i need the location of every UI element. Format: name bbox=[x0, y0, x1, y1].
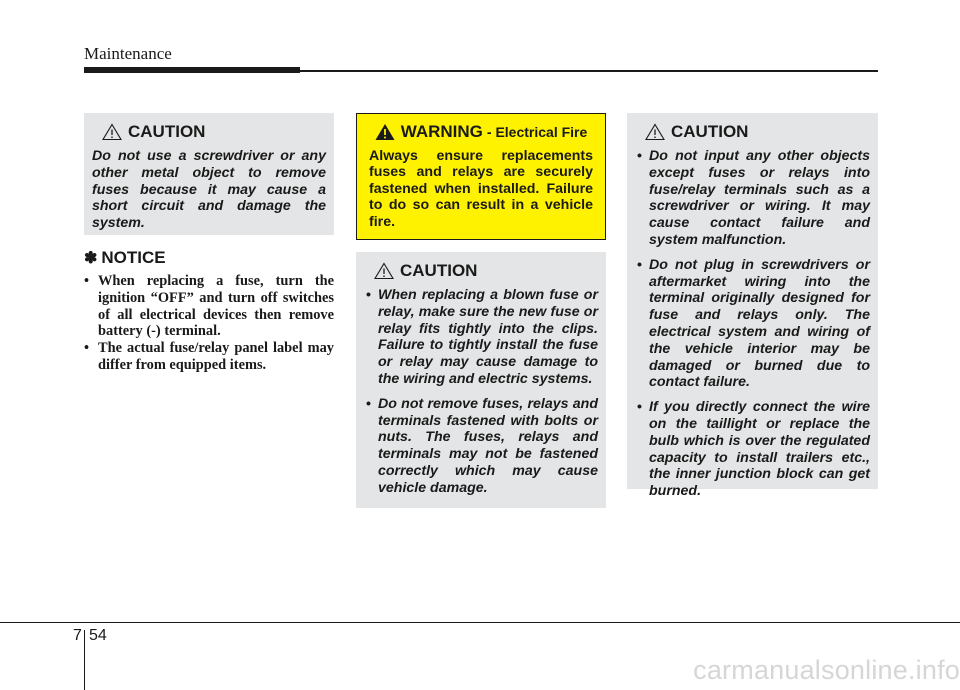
caution-item: • If you directly connect the wire on the taillight or replace the bulb which is over the regulated capacity to install trailers etc., the inner junction block can get burned. bbox=[635, 399, 870, 500]
notice-list bbox=[84, 273, 334, 374]
caution-item: • When replacing a blown fuse or relay, make sure the new fuse or relay fits tightly into the clips. Failure to tightly install the fuse or relay may cause damage to the wiring and electric systems. bbox=[364, 287, 598, 388]
caution-title-text: CAUTION bbox=[400, 261, 478, 280]
caution-triangle-icon bbox=[645, 123, 665, 141]
caution-item: • Do not input any other objects except fuses or relays into fuse/relay terminals such as a screwdriver or wiring. It may cause contact failure and system malfunction. bbox=[635, 148, 870, 249]
caution-item: • Do not plug in screwdrivers or aftermarket wiring into the terminal originally designed for fuse and relays only. The electrical system and wiring of the vehicle interior may be damaged or burned due to contact failure. bbox=[635, 257, 870, 391]
caution-triangle-icon bbox=[374, 262, 394, 280]
warning-title bbox=[369, 122, 593, 142]
warning-title-text: WARNING bbox=[400, 122, 483, 141]
chapter-number: 7 bbox=[73, 627, 82, 644]
warning-subtitle-text: - Electrical Fire bbox=[486, 124, 588, 140]
caution-title-right bbox=[635, 122, 870, 142]
caution-box-right bbox=[627, 113, 878, 500]
caution-list-right bbox=[635, 148, 870, 500]
footer-divider bbox=[0, 622, 960, 623]
warning-text: Always ensure replacements fuses and relays are securely fastened when installed. Failure to do so can result in a vehicle fire. bbox=[369, 148, 593, 230]
caution-triangle-icon bbox=[102, 123, 122, 141]
caution-title-left bbox=[92, 122, 326, 142]
footer-vertical-divider bbox=[84, 630, 85, 690]
header-bar-thin bbox=[300, 70, 878, 72]
caution-title-text: CAUTION bbox=[671, 122, 749, 141]
caution-list-middle bbox=[364, 287, 598, 497]
caution-box-middle bbox=[356, 252, 606, 508]
watermark: carmanualsonline.info bbox=[693, 655, 960, 685]
header-bar-thick bbox=[84, 67, 300, 73]
notice-item: • The actual fuse/relay panel label may differ from equipped items. bbox=[84, 340, 334, 374]
caution-title-middle bbox=[364, 261, 598, 281]
page-number: 54 bbox=[89, 627, 107, 644]
notice-section bbox=[84, 248, 334, 374]
warning-box bbox=[356, 113, 606, 240]
caution-item: • Do not remove fuses, relays and terminals fastened with bolts or nuts. The fuses, relays and terminals may not be fastened correctly which may cause vehicle damage. bbox=[364, 396, 598, 497]
caution-box-left bbox=[84, 113, 334, 235]
notice-title-text: NOTICE bbox=[101, 248, 166, 267]
caution-text-left: Do not use a screwdriver or any other metal object to remove fuses because it may cause a short circuit and damage the system. bbox=[92, 148, 326, 232]
notice-title bbox=[84, 248, 334, 268]
notice-item: • When replacing a fuse, turn the ignition “OFF” and turn off switches of all electrical devices then remove battery (-) terminal. bbox=[84, 273, 334, 340]
caution-title-text: CAUTION bbox=[128, 122, 206, 141]
warning-triangle-icon bbox=[375, 123, 395, 141]
header-title: Maintenance bbox=[84, 44, 172, 63]
notice-star-icon: ✽ bbox=[84, 250, 98, 267]
